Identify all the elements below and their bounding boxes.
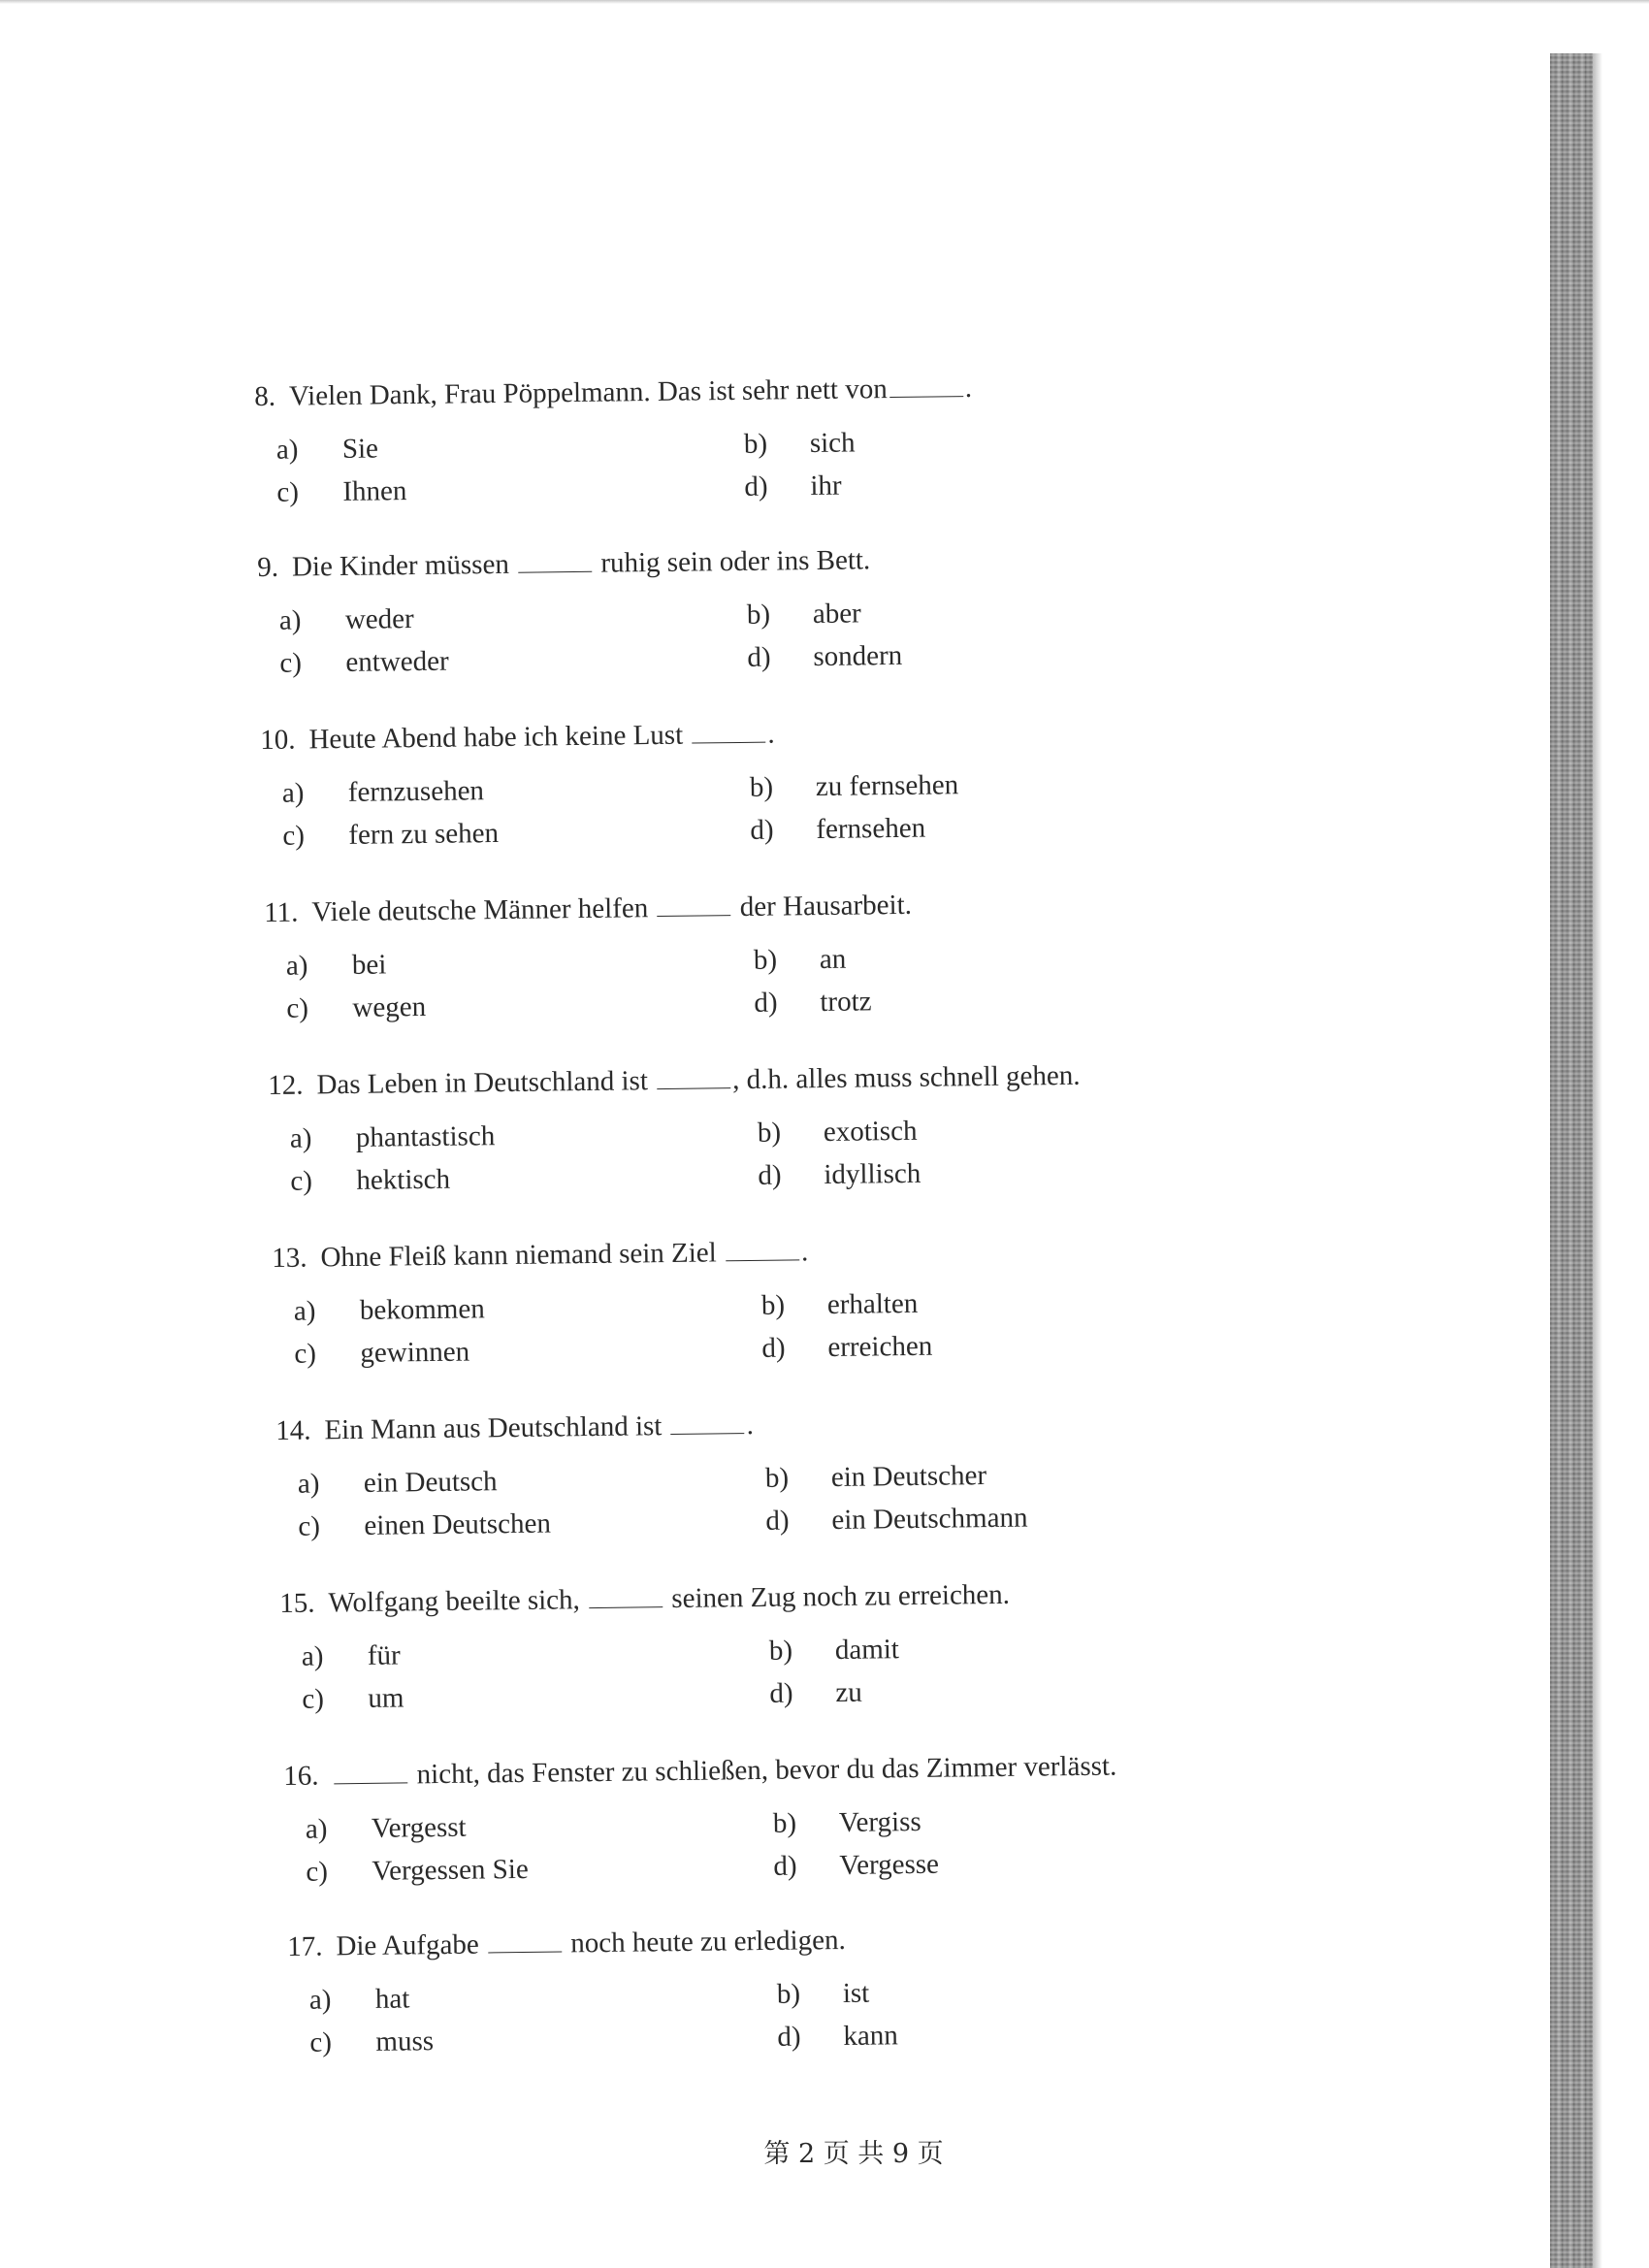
option-c: c) um: [302, 1682, 404, 1715]
answer-blank: [658, 914, 731, 917]
page-footer: 第 2 页 共 9 页: [763, 2139, 944, 2169]
option-b: b) erhalten: [760, 1287, 919, 1321]
option-b: b) ist: [776, 1977, 870, 2010]
option-c: c) Vergessen Sie: [306, 1853, 529, 1888]
option-d: d) erreichen: [761, 1330, 933, 1364]
question-13: [272, 1235, 933, 1381]
option-d: d) ein Deutschmann: [765, 1502, 1028, 1537]
option-b: b) ein Deutscher: [764, 1460, 987, 1494]
option-d: d) trotz: [754, 986, 872, 1019]
answer-blank: [488, 1951, 562, 1954]
option-b: b) Vergiss: [772, 1805, 922, 1839]
answer-blank: [657, 1086, 730, 1089]
stem-text-before: Wolfgang beeilte sich,: [328, 1584, 581, 1619]
option-b: b) exotisch: [757, 1115, 918, 1149]
question-15: [279, 1578, 1012, 1727]
option-c: c) entweder: [279, 645, 449, 679]
option-c: c) hektisch: [290, 1163, 451, 1197]
answer-blank: [589, 1605, 663, 1608]
question-number: 8.: [254, 380, 276, 412]
option-d: d) zu: [769, 1676, 862, 1709]
question-number: 12.: [268, 1069, 304, 1101]
option-b: b) damit: [768, 1634, 900, 1667]
option-a: a) fernzusehen: [281, 775, 485, 809]
stem-text-after: ruhig sein oder ins Bett.: [600, 544, 871, 579]
stem-text-after: noch heute zu erledigen.: [570, 1924, 846, 1960]
answer-blank: [671, 1432, 745, 1435]
answer-blank: [518, 570, 592, 573]
options: [260, 751, 959, 863]
stem-text-before: Das Leben in Deutschland ist: [316, 1065, 649, 1101]
stem-text-after: .: [800, 1236, 809, 1268]
question-17: [287, 1924, 898, 2070]
stem-text-before: Die Aufgabe: [336, 1928, 480, 1962]
question-number: 9.: [257, 551, 279, 583]
question-number: 13.: [272, 1242, 307, 1274]
option-a: a) ein Deutsch: [297, 1466, 498, 1500]
answer-blank: [889, 395, 963, 398]
option-c: c) wegen: [286, 990, 427, 1024]
option-a: a) phantastisch: [289, 1120, 496, 1154]
option-d: d) Vergesse: [773, 1848, 940, 1882]
answer-blank: [335, 1781, 408, 1784]
option-b: b) sich: [743, 427, 856, 460]
stem-text-after: der Hausarbeit.: [739, 889, 913, 923]
options: [272, 1268, 933, 1381]
options: [254, 405, 973, 520]
stem-text-before: Die Kinder müssen: [291, 548, 510, 583]
stem-text-before: Ohne Fleiß kann niemand sein Ziel: [320, 1237, 717, 1274]
option-a: a) hat: [308, 1983, 410, 2016]
option-c: c) fern zu sehen: [282, 818, 500, 852]
stem-text-after: .: [964, 372, 973, 405]
option-a: a) Sie: [275, 433, 379, 466]
question-12: [268, 1059, 1082, 1209]
options: [275, 1442, 1028, 1554]
stem-text-after: , d.h. alles muss schnell gehen.: [731, 1059, 1081, 1096]
question-10: [260, 718, 959, 863]
question-number: 11.: [264, 896, 299, 928]
stem-text-before: Viele deutsche Männer helfen: [311, 892, 649, 928]
options: [279, 1611, 1011, 1727]
option-b: b) an: [753, 943, 847, 976]
option-c: c) Ihnen: [276, 475, 407, 508]
question-9: [257, 543, 903, 691]
options: [287, 1957, 898, 2070]
option-a: a) für: [301, 1639, 401, 1672]
stem-text-after: nicht, das Fenster zu schließen, bevor du das Zimmer verlässt.: [416, 1750, 1117, 1791]
stem-text-before: Ein Mann aus Deutschland ist: [324, 1410, 663, 1446]
question-number: 10.: [260, 724, 296, 756]
question-number: 17.: [287, 1930, 323, 1962]
options: [257, 576, 903, 691]
options: [283, 1783, 1117, 1899]
stem-text-after: seinen Zug noch zu erreichen.: [671, 1578, 1011, 1615]
stem-text-before: Heute Abend habe ich keine Lust: [308, 719, 684, 756]
question-number: 15.: [279, 1587, 315, 1619]
option-c: c) einen Deutschen: [298, 1507, 552, 1542]
question-11: [264, 889, 913, 1036]
option-d: d) idyllisch: [758, 1157, 922, 1191]
option-a: a) bei: [285, 949, 387, 982]
option-d: d) sondern: [747, 639, 903, 673]
option-b: b) zu fernsehen: [749, 769, 959, 803]
option-c: c) gewinnen: [294, 1336, 470, 1370]
option-a: a) bekommen: [293, 1293, 485, 1327]
options: [268, 1092, 1082, 1209]
option-d: d) kann: [777, 2020, 898, 2053]
option-a: a) weder: [278, 603, 414, 636]
option-a: a) Vergesst: [305, 1811, 467, 1845]
option-b: b) aber: [746, 598, 861, 631]
stem-text-after: .: [746, 1409, 755, 1442]
stem-text-before: Vielen Dank, Frau Pöppelmann. Das ist sehr nett von: [288, 373, 888, 412]
options: [264, 922, 913, 1036]
option-d: d) fernsehen: [750, 812, 926, 846]
question-8: [254, 372, 974, 520]
question-number: 14.: [275, 1414, 311, 1446]
answer-blank: [726, 1258, 799, 1261]
question-16: [283, 1750, 1118, 1899]
answer-blank: [693, 741, 766, 744]
question-14: [275, 1409, 1028, 1554]
stem-text-after: .: [767, 718, 775, 750]
scan-edge-strip: [1550, 53, 1593, 2268]
question-number: 16.: [283, 1760, 319, 1792]
option-d: d) ihr: [744, 470, 842, 502]
page-edge: [0, 0, 1649, 4]
option-c: c) muss: [309, 2025, 435, 2058]
